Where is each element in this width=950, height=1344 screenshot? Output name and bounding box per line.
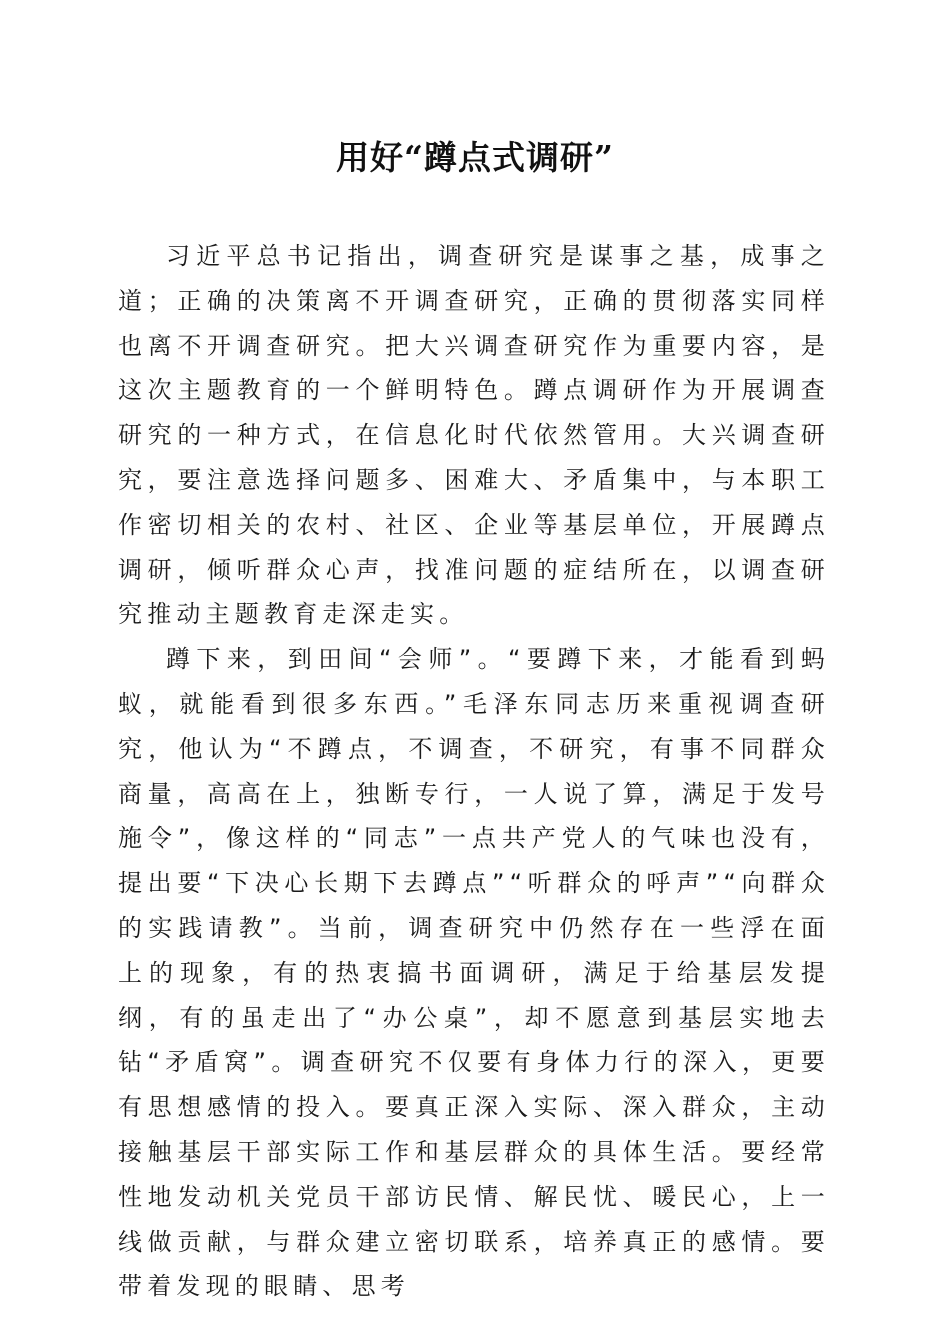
document-body bbox=[118, 234, 830, 1309]
paragraph-1: 习近平总书记指出，调查研究是谋事之基，成事之道；正确的决策离不开调查研究，正确的贯彻落实同样也离不开调查研究。把大兴调查研究作为重要内容，是这次主题教育的一个鲜明特色。蹲点调研作为开展调查研究的一种方式，在信息化时代依然管用。大兴调查研究，要注意选择问题多、困难大、矛盾集中，与本职工作密切相关的农村、社区、企业等基层单位，开展蹲点调研，倾听群众心声，找准问题的症结所在，以调查研究推动主题教育走深走实。 bbox=[118, 242, 830, 629]
document-title: 用好“蹲点式调研” bbox=[336, 138, 614, 177]
paragraph-2: 蹲下来，到田间“会师”。“要蹲下来，才能看到蚂蚁，就能看到很多东西。”毛泽东同志历来重视调查研究，他认为“不蹲点，不调查，不研究，有事不同群众商量，高高在上，独断专行，一人说了算，满足于发号施令”，像这样的“同志”一点共产党人的气味也没有，提出要“下决心长期下去蹲点”“听群众的呼声”“向群众的实践请教”。当前，调查研究中仍然存在一些浮在面上的现象，有的热衷搞书面调研，满足于给基层发提纲，有的虽走出了“办公桌”，却不愿意到基层实地去钻“矛盾窝”。调查研究不仅要有身体力行的深入，更要有思想感情的投入。要真正深入实际、深入群众，主动接触基层干部实际工作和基层群众的具体生活。要经常性地发动机关党员干部访民情、解民忧、暖民心，上一线做贡献，与群众建立密切联系，培养真正的感情。要带着发现的眼睛、思考 bbox=[118, 645, 830, 1301]
